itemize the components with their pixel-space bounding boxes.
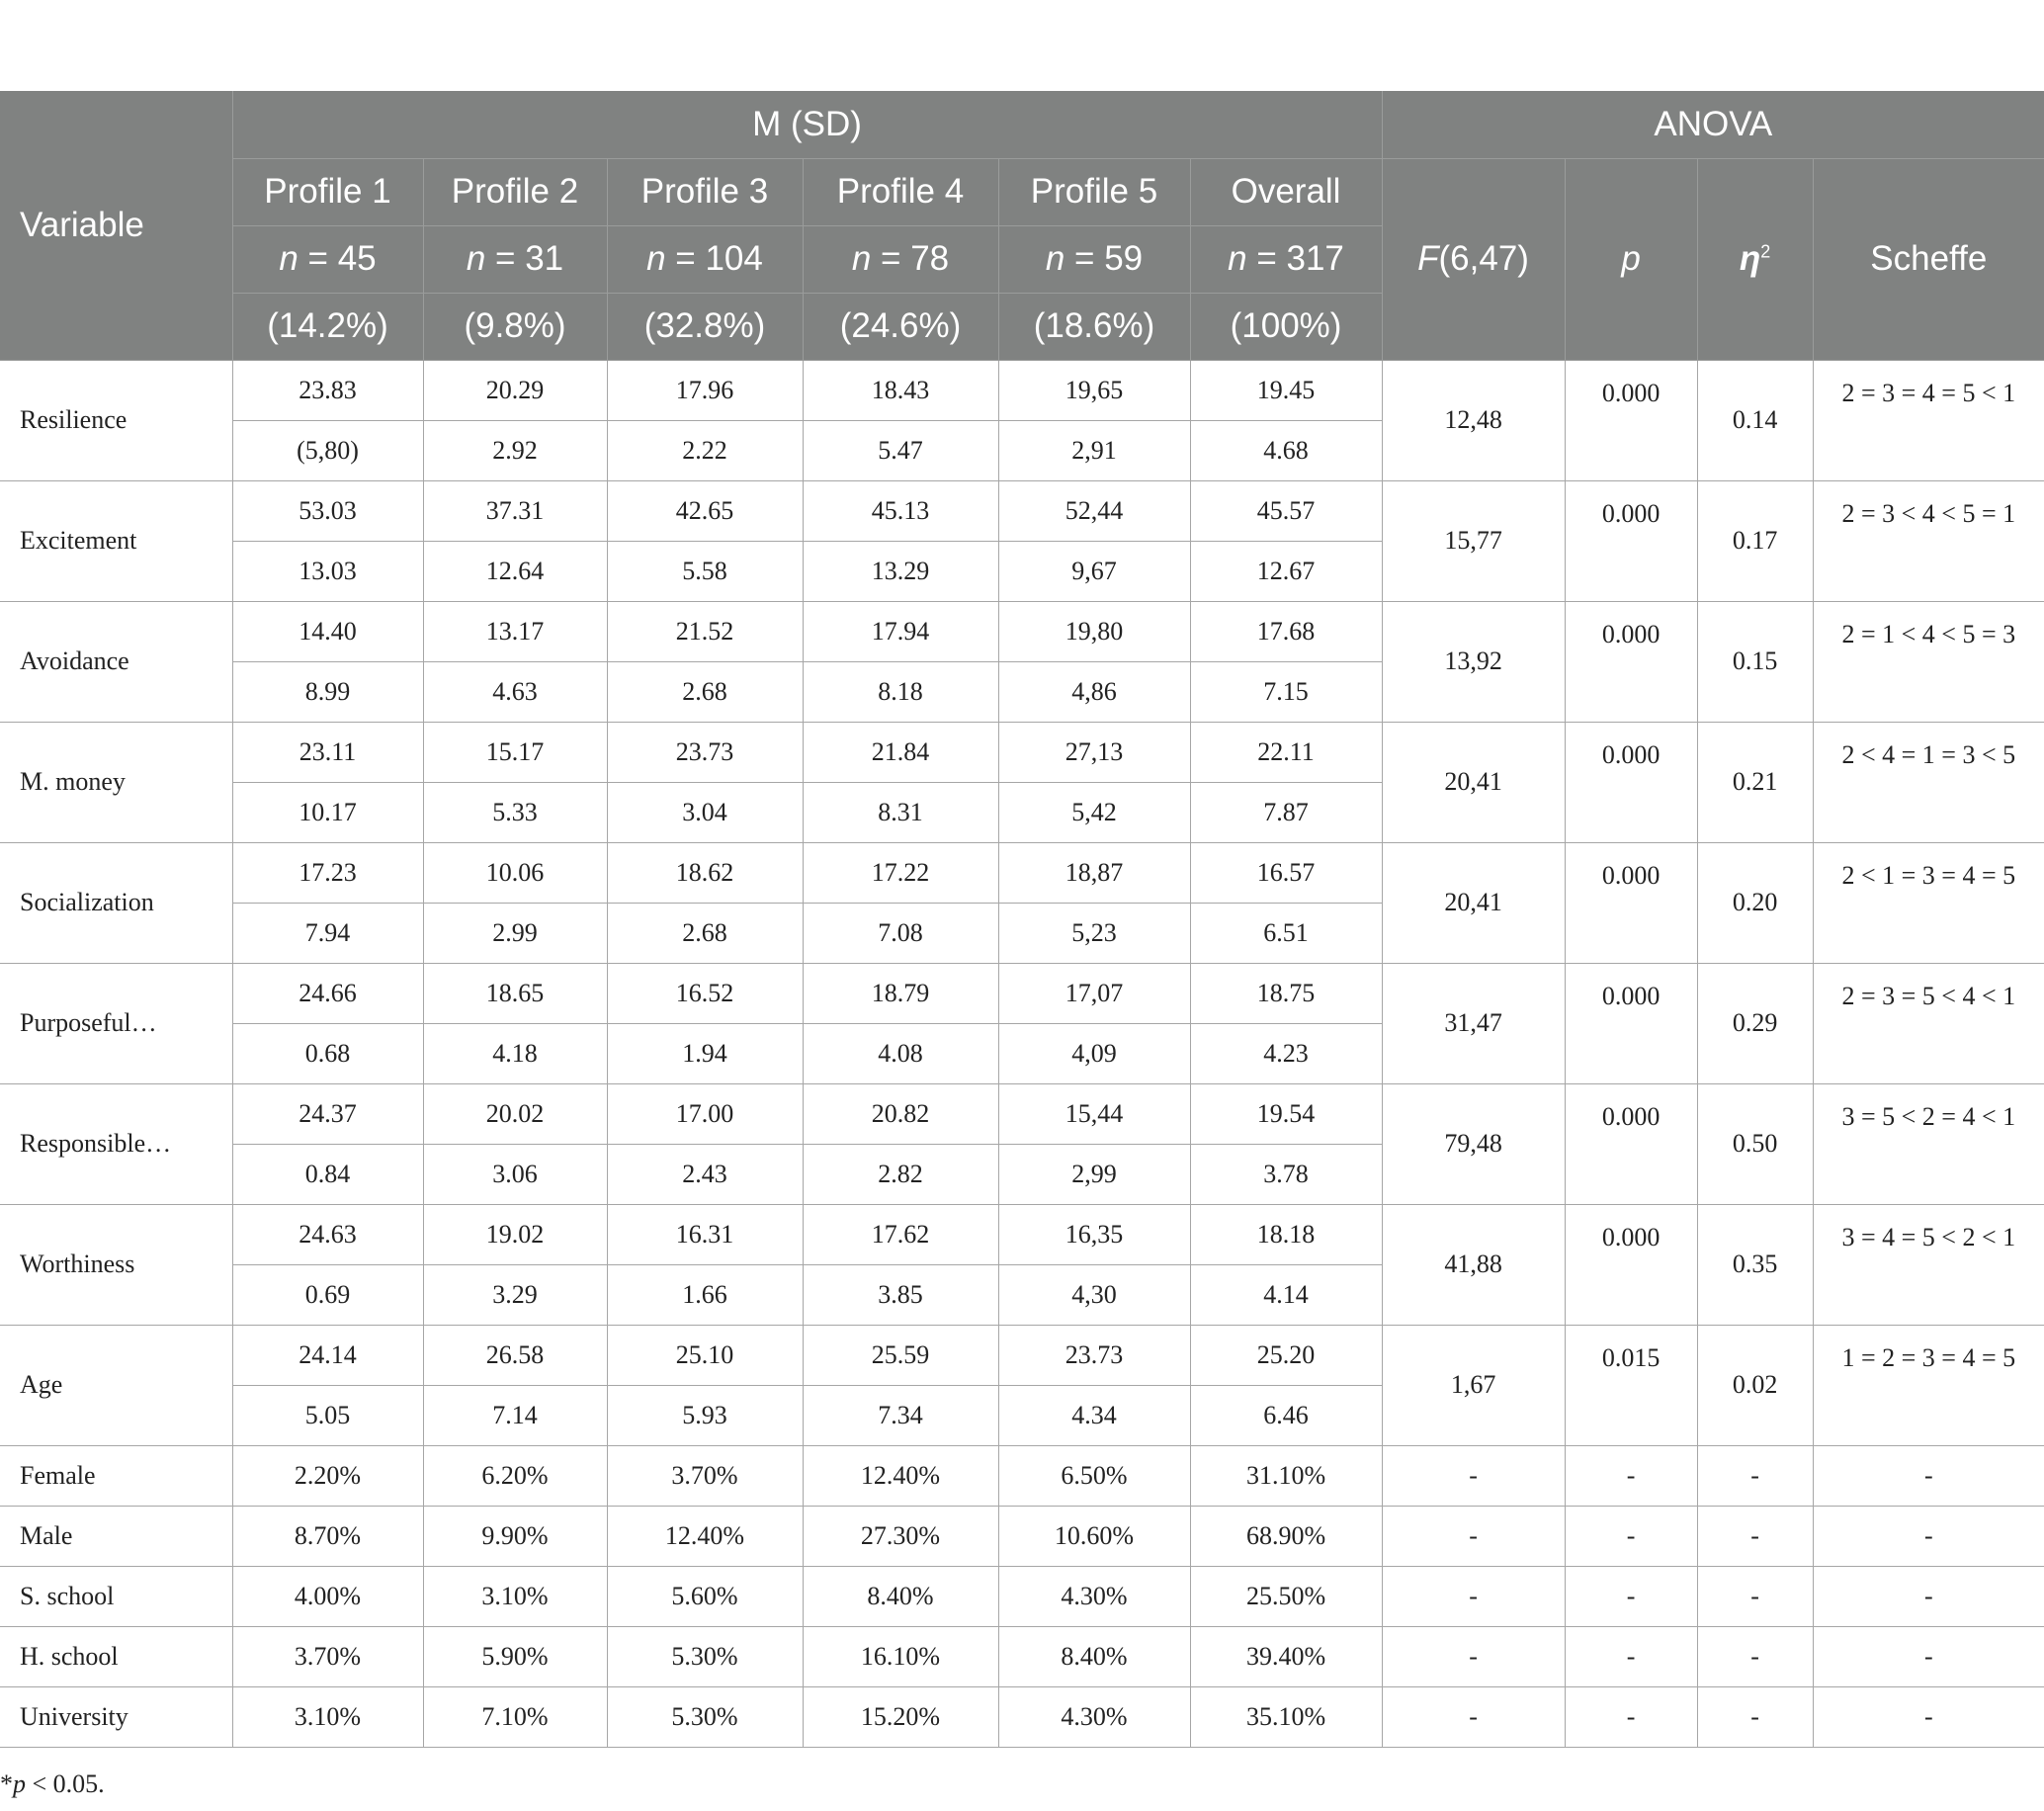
pct-cell: 6.20% — [423, 1445, 607, 1506]
sd-cell: 12.64 — [423, 541, 607, 601]
sd-cell: 6.51 — [1190, 903, 1382, 963]
profile-header: Profile 4 — [803, 158, 998, 225]
sd-cell: 13.03 — [232, 541, 423, 601]
sd-cell: 6.46 — [1190, 1385, 1382, 1445]
pct-cell: 5.90% — [423, 1626, 607, 1686]
profile-header: Profile 3 — [607, 158, 803, 225]
mean-cell: 23.73 — [607, 722, 803, 782]
profile-n: n = 104 — [607, 225, 803, 293]
p-cell: 0.000 — [1565, 601, 1697, 722]
sd-cell: 4.34 — [998, 1385, 1190, 1445]
sd-cell: 3.85 — [803, 1264, 998, 1325]
mean-cell: 23.11 — [232, 722, 423, 782]
sd-cell: 3.06 — [423, 1144, 607, 1204]
pct-cell: 12.40% — [607, 1506, 803, 1566]
mean-cell: 24.66 — [232, 963, 423, 1023]
mean-cell: 17.00 — [607, 1083, 803, 1144]
f-cell: 1,67 — [1382, 1325, 1565, 1445]
sd-cell: 8.18 — [803, 661, 998, 722]
mean-cell: 18.79 — [803, 963, 998, 1023]
scheffe-cell: 2 = 3 < 4 < 5 = 1 — [1813, 480, 2044, 601]
sd-cell: 12.67 — [1190, 541, 1382, 601]
table-row — [0, 1325, 2044, 1385]
mean-cell: 21.52 — [607, 601, 803, 661]
sd-cell: 13.29 — [803, 541, 998, 601]
eta-cell: 0.29 — [1697, 963, 1813, 1083]
eta-cell: - — [1697, 1686, 1813, 1747]
mean-cell: 17.68 — [1190, 601, 1382, 661]
pct-cell: 2.20% — [232, 1445, 423, 1506]
profile-n: n = 317 — [1190, 225, 1382, 293]
mean-cell: 19,80 — [998, 601, 1190, 661]
row-label: M. money — [0, 722, 232, 842]
profile-header: Profile 1 — [232, 158, 423, 225]
table-body — [0, 360, 2044, 1747]
eta-header: $\eta^2$ — [1697, 158, 1813, 360]
scheffe-cell: 2 = 3 = 4 = 5 < 1 — [1813, 360, 2044, 480]
eta-cell: 0.02 — [1697, 1325, 1813, 1445]
sd-cell: (5,80) — [232, 420, 423, 480]
mean-cell: 25.59 — [803, 1325, 998, 1385]
mean-cell: 18.75 — [1190, 963, 1382, 1023]
scheffe-cell: - — [1813, 1566, 2044, 1626]
sd-cell: 0.84 — [232, 1144, 423, 1204]
profile-n: n = 78 — [803, 225, 998, 293]
mean-cell: 26.58 — [423, 1325, 607, 1385]
pct-cell: 5.60% — [607, 1566, 803, 1626]
row-label: Socialization — [0, 842, 232, 963]
pct-cell: 4.30% — [998, 1686, 1190, 1747]
pct-cell: 68.90% — [1190, 1506, 1382, 1566]
sd-cell: 2.82 — [803, 1144, 998, 1204]
mean-cell: 17.96 — [607, 360, 803, 420]
eta-cell: - — [1697, 1445, 1813, 1506]
profile-pct: (32.8%) — [607, 293, 803, 360]
scheffe-cell: 1 = 2 = 3 = 4 = 5 — [1813, 1325, 2044, 1445]
profile-pct: (24.6%) — [803, 293, 998, 360]
pct-cell: 7.10% — [423, 1686, 607, 1747]
eta-cell: 0.15 — [1697, 601, 1813, 722]
results-table — [0, 91, 2044, 1748]
pct-cell: 15.20% — [803, 1686, 998, 1747]
pct-cell: 4.00% — [232, 1566, 423, 1626]
row-label: S. school — [0, 1566, 232, 1626]
p-cell: 0.000 — [1565, 963, 1697, 1083]
sd-cell: 9,67 — [998, 541, 1190, 601]
sd-cell: 5.33 — [423, 782, 607, 842]
table-row — [0, 722, 2044, 782]
f-cell: - — [1382, 1626, 1565, 1686]
scheffe-cell: 2 < 4 = 1 = 3 < 5 — [1813, 722, 2044, 842]
mean-cell: 17.62 — [803, 1204, 998, 1264]
sd-cell: 2,99 — [998, 1144, 1190, 1204]
sd-cell: 8.99 — [232, 661, 423, 722]
p-cell: - — [1565, 1686, 1697, 1747]
mean-cell: 53.03 — [232, 480, 423, 541]
mean-cell: 24.63 — [232, 1204, 423, 1264]
sd-cell: 3.29 — [423, 1264, 607, 1325]
sd-cell: 7.34 — [803, 1385, 998, 1445]
sd-cell: 1.66 — [607, 1264, 803, 1325]
sd-cell: 10.17 — [232, 782, 423, 842]
mean-cell: 15,44 — [998, 1083, 1190, 1144]
f-cell: - — [1382, 1566, 1565, 1626]
table-row — [0, 842, 2044, 903]
profile-pct: (9.8%) — [423, 293, 607, 360]
sd-cell: 4.63 — [423, 661, 607, 722]
mean-cell: 20.82 — [803, 1083, 998, 1144]
f-cell: 13,92 — [1382, 601, 1565, 722]
eta-cell: - — [1697, 1566, 1813, 1626]
mean-cell: 10.06 — [423, 842, 607, 903]
pct-cell: 6.50% — [998, 1445, 1190, 1506]
p-cell: 0.000 — [1565, 480, 1697, 601]
profile-n: n = 31 — [423, 225, 607, 293]
p-cell: 0.000 — [1565, 1204, 1697, 1325]
mean-cell: 17.94 — [803, 601, 998, 661]
variable-header: Variable — [0, 91, 232, 360]
eta-cell: 0.17 — [1697, 480, 1813, 601]
sd-cell: 2.68 — [607, 903, 803, 963]
scheffe-cell: - — [1813, 1626, 2044, 1686]
profile-pct: (14.2%) — [232, 293, 423, 360]
scheffe-cell: - — [1813, 1506, 2044, 1566]
mean-cell: 18,87 — [998, 842, 1190, 903]
sd-cell: 5.93 — [607, 1385, 803, 1445]
mean-cell: 42.65 — [607, 480, 803, 541]
table-row — [0, 601, 2044, 661]
eta-cell: - — [1697, 1626, 1813, 1686]
eta-cell: - — [1697, 1506, 1813, 1566]
sd-cell: 4.08 — [803, 1023, 998, 1083]
table-row — [0, 480, 2044, 541]
pct-cell: 5.30% — [607, 1686, 803, 1747]
mean-cell: 52,44 — [998, 480, 1190, 541]
mean-cell: 19.02 — [423, 1204, 607, 1264]
mean-cell: 27,13 — [998, 722, 1190, 782]
f-cell: 20,41 — [1382, 722, 1565, 842]
mean-cell: 45.13 — [803, 480, 998, 541]
p-cell: - — [1565, 1506, 1697, 1566]
f-cell: - — [1382, 1506, 1565, 1566]
table-row — [0, 1204, 2044, 1264]
mean-cell: 13.17 — [423, 601, 607, 661]
f-cell: 12,48 — [1382, 360, 1565, 480]
sd-cell: 4,30 — [998, 1264, 1190, 1325]
pct-cell: 9.90% — [423, 1506, 607, 1566]
scheffe-cell: 2 = 3 = 5 < 4 < 1 — [1813, 963, 2044, 1083]
row-label: Excitement — [0, 480, 232, 601]
table-header — [0, 91, 2044, 360]
mean-cell: 19.54 — [1190, 1083, 1382, 1144]
mean-cell: 20.29 — [423, 360, 607, 420]
scheffe-cell: 2 < 1 = 3 = 4 = 5 — [1813, 842, 2044, 963]
scheffe-header: Scheffe — [1813, 158, 2044, 360]
mean-cell: 18.62 — [607, 842, 803, 903]
sd-cell: 4.68 — [1190, 420, 1382, 480]
sd-cell: 0.69 — [232, 1264, 423, 1325]
row-label: University — [0, 1686, 232, 1747]
scheffe-cell: - — [1813, 1686, 2044, 1747]
footnote: *p < 0.05. — [0, 1769, 105, 1798]
profile-pct: (100%) — [1190, 293, 1382, 360]
mean-cell: 19,65 — [998, 360, 1190, 420]
scheffe-cell: 2 = 1 < 4 < 5 = 3 — [1813, 601, 2044, 722]
sd-cell: 2,91 — [998, 420, 1190, 480]
sd-cell: 2.92 — [423, 420, 607, 480]
pct-cell: 16.10% — [803, 1626, 998, 1686]
f-header: F(6,47) — [1382, 158, 1565, 360]
mean-cell: 23.83 — [232, 360, 423, 420]
profile-n: n = 59 — [998, 225, 1190, 293]
mean-cell: 37.31 — [423, 480, 607, 541]
eta-cell: 0.20 — [1697, 842, 1813, 963]
profile-header: Overall — [1190, 158, 1382, 225]
sd-cell: 4.18 — [423, 1023, 607, 1083]
sd-cell: 5.05 — [232, 1385, 423, 1445]
p-cell: 0.000 — [1565, 842, 1697, 963]
pct-cell: 8.40% — [803, 1566, 998, 1626]
sd-cell: 2.22 — [607, 420, 803, 480]
mean-cell: 21.84 — [803, 722, 998, 782]
row-label: Purposeful… — [0, 963, 232, 1083]
mean-cell: 15.17 — [423, 722, 607, 782]
mean-cell: 18.65 — [423, 963, 607, 1023]
sd-cell: 5,23 — [998, 903, 1190, 963]
profile-pct: (18.6%) — [998, 293, 1190, 360]
sd-cell: 7.87 — [1190, 782, 1382, 842]
p-cell: - — [1565, 1566, 1697, 1626]
mean-cell: 20.02 — [423, 1083, 607, 1144]
sd-cell: 5.58 — [607, 541, 803, 601]
p-cell: 0.000 — [1565, 1083, 1697, 1204]
scheffe-cell: - — [1813, 1445, 2044, 1506]
row-label: H. school — [0, 1626, 232, 1686]
sd-cell: 2.43 — [607, 1144, 803, 1204]
eta-cell: 0.14 — [1697, 360, 1813, 480]
pct-cell: 5.30% — [607, 1626, 803, 1686]
scheffe-cell: 3 = 4 = 5 < 2 < 1 — [1813, 1204, 2044, 1325]
table-row — [0, 1083, 2044, 1144]
mean-cell: 17.23 — [232, 842, 423, 903]
sd-cell: 7.14 — [423, 1385, 607, 1445]
row-label: Female — [0, 1445, 232, 1506]
anova-header: ANOVA — [1382, 91, 2044, 158]
pct-cell: 8.40% — [998, 1626, 1190, 1686]
sd-cell: 4.14 — [1190, 1264, 1382, 1325]
mean-cell: 22.11 — [1190, 722, 1382, 782]
mean-cell: 14.40 — [232, 601, 423, 661]
table-row — [0, 963, 2044, 1023]
pct-cell: 10.60% — [998, 1506, 1190, 1566]
sd-cell: 3.78 — [1190, 1144, 1382, 1204]
f-cell: 20,41 — [1382, 842, 1565, 963]
mean-cell: 17,07 — [998, 963, 1190, 1023]
pct-cell: 27.30% — [803, 1506, 998, 1566]
sd-cell: 4.23 — [1190, 1023, 1382, 1083]
sd-cell: 4,86 — [998, 661, 1190, 722]
profile-n: n = 45 — [232, 225, 423, 293]
eta-cell: 0.21 — [1697, 722, 1813, 842]
mean-cell: 16,35 — [998, 1204, 1190, 1264]
mean-cell: 23.73 — [998, 1325, 1190, 1385]
p-cell: 0.000 — [1565, 722, 1697, 842]
pct-cell: 12.40% — [803, 1445, 998, 1506]
mean-cell: 16.31 — [607, 1204, 803, 1264]
mean-cell: 18.43 — [803, 360, 998, 420]
pct-cell: 39.40% — [1190, 1626, 1382, 1686]
f-cell: 31,47 — [1382, 963, 1565, 1083]
sd-cell: 4,09 — [998, 1023, 1190, 1083]
sd-cell: 1.94 — [607, 1023, 803, 1083]
sd-cell: 2.99 — [423, 903, 607, 963]
table-row — [0, 360, 2044, 420]
pct-cell: 25.50% — [1190, 1566, 1382, 1626]
table-row — [0, 1686, 2044, 1747]
sd-cell: 2.68 — [607, 661, 803, 722]
pct-cell: 31.10% — [1190, 1445, 1382, 1506]
table-row — [0, 1445, 2044, 1506]
table-container — [0, 91, 2044, 1748]
mean-cell: 24.14 — [232, 1325, 423, 1385]
sd-cell: 3.04 — [607, 782, 803, 842]
mean-cell: 19.45 — [1190, 360, 1382, 420]
pct-cell: 8.70% — [232, 1506, 423, 1566]
pct-cell: 3.10% — [423, 1566, 607, 1626]
p-cell: - — [1565, 1626, 1697, 1686]
pct-cell: 4.30% — [998, 1566, 1190, 1626]
mean-cell: 24.37 — [232, 1083, 423, 1144]
eta-cell: 0.50 — [1697, 1083, 1813, 1204]
table-row — [0, 1506, 2044, 1566]
row-label: Male — [0, 1506, 232, 1566]
sd-cell: 7.94 — [232, 903, 423, 963]
row-label: Resilience — [0, 360, 232, 480]
scheffe-cell: 3 = 5 < 2 = 4 < 1 — [1813, 1083, 2044, 1204]
eta-cell: 0.35 — [1697, 1204, 1813, 1325]
p-header: p — [1565, 158, 1697, 360]
sd-cell: 7.15 — [1190, 661, 1382, 722]
sd-cell: 8.31 — [803, 782, 998, 842]
f-cell: 79,48 — [1382, 1083, 1565, 1204]
f-cell: 41,88 — [1382, 1204, 1565, 1325]
row-label: Age — [0, 1325, 232, 1445]
f-cell: 15,77 — [1382, 480, 1565, 601]
row-label: Responsible… — [0, 1083, 232, 1204]
mean-cell: 45.57 — [1190, 480, 1382, 541]
pct-cell: 3.70% — [232, 1626, 423, 1686]
sd-cell: 5,42 — [998, 782, 1190, 842]
mean-cell: 25.20 — [1190, 1325, 1382, 1385]
msd-header: M (SD) — [232, 91, 1382, 158]
mean-cell: 16.52 — [607, 963, 803, 1023]
row-label: Worthiness — [0, 1204, 232, 1325]
table-row — [0, 1566, 2044, 1626]
p-cell: 0.015 — [1565, 1325, 1697, 1445]
f-cell: - — [1382, 1445, 1565, 1506]
profile-header: Profile 5 — [998, 158, 1190, 225]
table-row — [0, 1626, 2044, 1686]
mean-cell: 25.10 — [607, 1325, 803, 1385]
sd-cell: 7.08 — [803, 903, 998, 963]
row-label: Avoidance — [0, 601, 232, 722]
p-cell: 0.000 — [1565, 360, 1697, 480]
f-cell: - — [1382, 1686, 1565, 1747]
sd-cell: 0.68 — [232, 1023, 423, 1083]
pct-cell: 3.10% — [232, 1686, 423, 1747]
mean-cell: 17.22 — [803, 842, 998, 903]
mean-cell: 16.57 — [1190, 842, 1382, 903]
p-cell: - — [1565, 1445, 1697, 1506]
mean-cell: 18.18 — [1190, 1204, 1382, 1264]
pct-cell: 3.70% — [607, 1445, 803, 1506]
sd-cell: 5.47 — [803, 420, 998, 480]
profile-header: Profile 2 — [423, 158, 607, 225]
pct-cell: 35.10% — [1190, 1686, 1382, 1747]
